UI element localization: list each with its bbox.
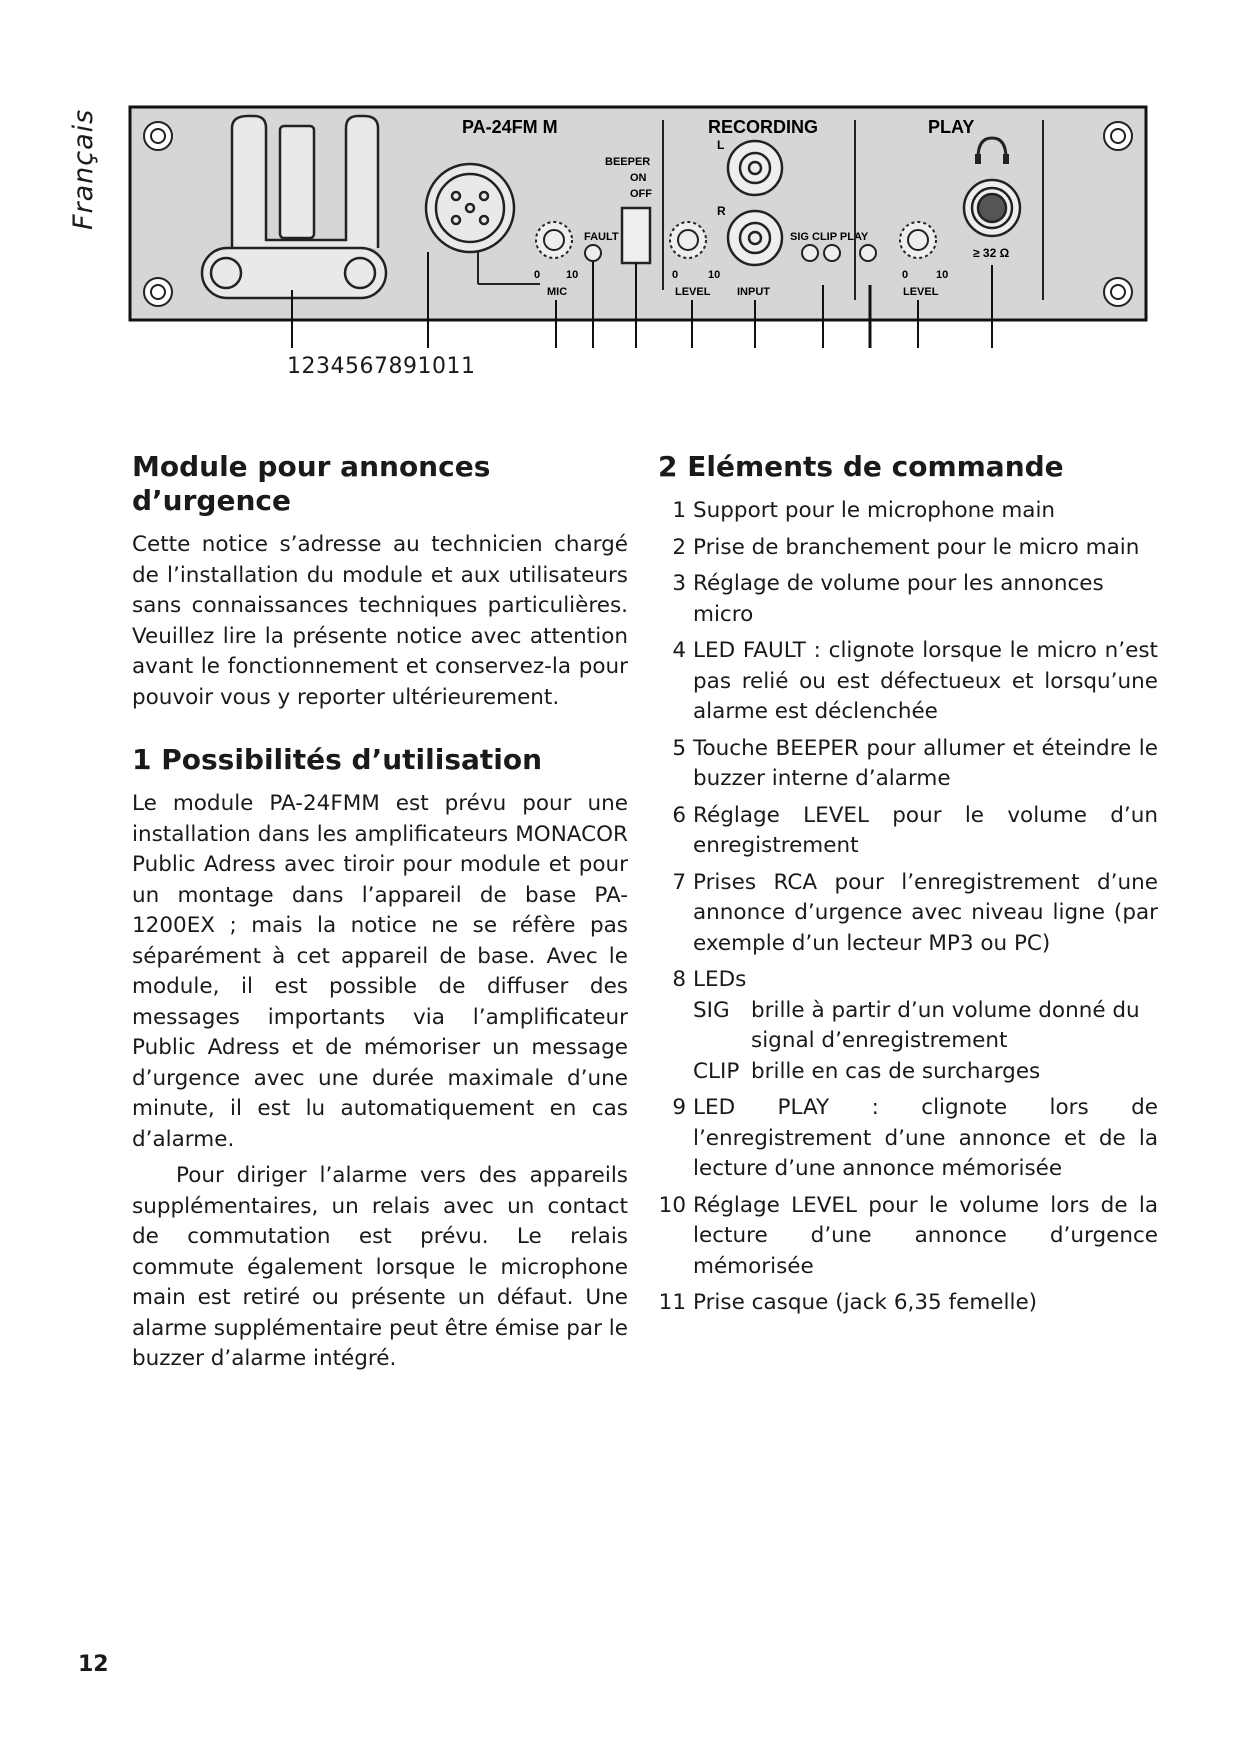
svg-text:OFF: OFF: [630, 188, 652, 200]
xlr-socket-icon: [426, 164, 514, 252]
list-item: 4 LED FAULT : clignote lorsque le micro n’est pas relié ou est défectueux et lorsqu’une alarme est déclenchée: [672, 638, 1158, 724]
usage-paragraph-2: Pour diriger l’alarme vers des appareils supplémentaires, un relais avec un contact de commutation est prévu. Le relais commute également lorsque le microphone main est retiré ou présente un défaut. Une alarme supplémentaire peut être émise par le buzzer d’alarme intégré.: [132, 1163, 628, 1371]
svg-text:BEEPER: BEEPER: [605, 156, 651, 168]
record-level-knob-icon: [670, 222, 706, 258]
intro-heading: Module pour annonces d’urgence: [132, 450, 491, 517]
right-column: [658, 450, 1158, 1325]
svg-text:RECORDING: RECORDING: [708, 117, 819, 137]
svg-text:LEVEL: LEVEL: [903, 286, 939, 298]
svg-text:MIC: MIC: [547, 286, 568, 298]
list-item: 9 LED PLAY : clignote lors de l’enregistrement d’une annonce et de la lecture d’une annonce mémorisée: [672, 1095, 1158, 1181]
usage-heading: 1 Possibilités d’utilisation: [132, 743, 543, 776]
language-tab: Français: [68, 108, 99, 230]
svg-text:≥ 32 Ω: ≥ 32 Ω: [973, 246, 1010, 260]
svg-text:ON: ON: [630, 172, 647, 184]
svg-text:L: L: [717, 138, 725, 152]
mic-level-knob-icon: [536, 222, 572, 258]
controls-heading: 2 Eléments de commande: [658, 450, 1064, 483]
svg-text:FAULT: FAULT: [584, 231, 619, 243]
callout-numbers: 1234567891011: [287, 354, 476, 379]
beeper-button-icon: [622, 208, 650, 263]
headphone-jack-icon: [964, 180, 1020, 236]
led-clip: CLIP brille en cas de surcharges: [693, 1058, 1041, 1084]
svg-text:10: 10: [936, 269, 949, 281]
play-level-knob-icon: [900, 222, 936, 258]
svg-text:10: 10: [708, 269, 721, 281]
controls-list: [658, 496, 1158, 1319]
list-item: 6 Réglage LEVEL pour le volume d’un enregistrement: [672, 802, 1158, 858]
list-item: 2 Prise de branchement pour le micro main: [672, 534, 1140, 560]
status-led-icon: [802, 245, 876, 261]
svg-text:INPUT: INPUT: [737, 286, 770, 298]
list-item: 3 Réglage de volume pour les annonces micro: [672, 571, 1104, 627]
list-item: 10 Réglage LEVEL pour le volume lors de la lecture d’une annonce d’urgence mémorisée: [658, 1192, 1158, 1279]
svg-text:10: 10: [566, 269, 579, 281]
svg-text:LEVEL: LEVEL: [675, 286, 711, 298]
list-item: 11 Prise casque (jack 6,35 femelle): [658, 1290, 1038, 1315]
svg-text:R: R: [717, 204, 726, 218]
list-item: 7 Prises RCA pour l’enregistrement d’une annonce d’urgence avec niveau ligne (par exemple d’un lecteur MP3 ou PC): [672, 869, 1158, 956]
list-item: 8 LEDs SIG brille à partir d’un volume donné du signal d’enregistrement CLIP brille en cas de surcharges: [658, 965, 1158, 1087]
fault-led-icon: [585, 245, 601, 261]
list-item: 5 Touche BEEPER pour allumer et éteindre le buzzer interne d’alarme: [672, 735, 1158, 791]
led-sig: SIG brille à partir d’un volume donné du signal d’enregistrement: [693, 997, 1140, 1053]
left-column: [132, 450, 628, 1375]
intro-paragraph: Cette notice s’adresse au technicien chargé de l’installation du module et aux utilisateurs sans connaissances techniques particulières. Veuillez lire la présente notice avec attention avant le fonctionnement et conservez-la pour pouvoir vous y reporter ultérieurement.: [132, 532, 628, 710]
svg-text:0: 0: [902, 269, 909, 281]
page-number: 12: [78, 1652, 109, 1677]
usage-paragraph-1: Le module PA-24FMM est prévu pour une installation dans les amplificateurs MONACOR Public Adress avec tiroir pour module et pour un montage dans l’appareil de base PA-1200EX ; mais la notice ne se réfère pas séparément à cet appareil de base. Avec le module, il est possible de diffuser des messages importants via l’amplificateur Public Adress et de mémoriser un message d’urgence avec une durée maximale d’une minute, il est lu automatiquement en cas d’alarme.: [132, 791, 628, 1152]
svg-text:PLAY: PLAY: [928, 117, 975, 137]
svg-text:0: 0: [672, 269, 679, 281]
svg-text:SIG CLIP PLAY: SIG CLIP PLAY: [790, 231, 869, 243]
svg-text:0: 0: [534, 269, 541, 281]
list-item: 1 Support pour le microphone main: [672, 498, 1056, 523]
model-label: PA-24FM M: [462, 117, 558, 137]
front-panel-illustration: [0, 0, 1241, 360]
